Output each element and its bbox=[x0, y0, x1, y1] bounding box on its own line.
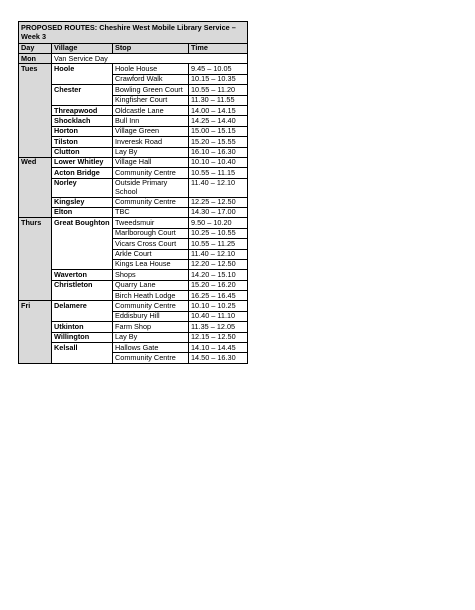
day-cell: Wed bbox=[19, 157, 52, 217]
village-cell: Chester bbox=[52, 85, 113, 106]
stop-cell: Community Centre bbox=[113, 168, 189, 178]
village-cell: Kingsley bbox=[52, 197, 113, 207]
stop-cell: Community Centre bbox=[113, 353, 189, 363]
table-row bbox=[19, 106, 248, 116]
time-cell: 15.20 – 16.20 bbox=[189, 280, 248, 290]
time-cell: 10.10 – 10.40 bbox=[189, 157, 248, 167]
header-row bbox=[19, 43, 248, 53]
stop-cell: Vicars Cross Court bbox=[113, 239, 189, 249]
stop-cell: Marlborough Court bbox=[113, 228, 189, 238]
stop-cell: Kingfisher Court bbox=[113, 95, 189, 105]
table-row bbox=[19, 322, 248, 332]
stop-cell: Bowling Green Court bbox=[113, 85, 189, 95]
time-cell: 10.40 – 11.10 bbox=[189, 311, 248, 321]
time-cell: 11.35 – 12.05 bbox=[189, 322, 248, 332]
village-cell: Horton bbox=[52, 126, 113, 136]
stop-cell: Arkle Court bbox=[113, 249, 189, 259]
table-row bbox=[19, 137, 248, 147]
stop-cell: Village Green bbox=[113, 126, 189, 136]
time-cell: 14.25 – 14.40 bbox=[189, 116, 248, 126]
time-cell: 12.25 – 12.50 bbox=[189, 197, 248, 207]
day-cell: Fri bbox=[19, 301, 52, 363]
village-cell: Clutton bbox=[52, 147, 113, 157]
header-stop: Stop bbox=[113, 43, 189, 53]
time-cell: 12.20 – 12.50 bbox=[189, 259, 248, 269]
village-cell: Waverton bbox=[52, 270, 113, 280]
time-cell: 10.15 – 10.35 bbox=[189, 74, 248, 84]
village-cell: Elton bbox=[52, 207, 113, 217]
stop-cell: Tweedsmuir bbox=[113, 218, 189, 228]
stop-cell: Community Centre bbox=[113, 301, 189, 311]
time-cell: 14.10 – 14.45 bbox=[189, 343, 248, 353]
time-cell: 11.30 – 11.55 bbox=[189, 95, 248, 105]
village-cell: Delamere bbox=[52, 301, 113, 322]
stop-cell: TBC bbox=[113, 207, 189, 217]
table-row bbox=[19, 280, 248, 290]
table-row bbox=[19, 218, 248, 228]
village-cell: Threapwood bbox=[52, 106, 113, 116]
header-time: Time bbox=[189, 43, 248, 53]
time-cell: 15.20 – 15.55 bbox=[189, 137, 248, 147]
time-cell: 14.50 – 16.30 bbox=[189, 353, 248, 363]
stop-cell: Kings Lea House bbox=[113, 259, 189, 269]
stop-cell: Lay By bbox=[113, 147, 189, 157]
table-row bbox=[19, 343, 248, 353]
stop-cell: Eddisbury Hill bbox=[113, 311, 189, 321]
routes-table-body bbox=[19, 22, 248, 364]
table-row bbox=[19, 178, 248, 197]
table-row bbox=[19, 157, 248, 167]
table-row bbox=[19, 332, 248, 342]
stop-cell: Oldcastle Lane bbox=[113, 106, 189, 116]
table-row bbox=[19, 147, 248, 157]
monday-note: Van Service Day bbox=[52, 54, 248, 64]
time-cell: 10.55 – 11.15 bbox=[189, 168, 248, 178]
village-cell: Tilston bbox=[52, 137, 113, 147]
time-cell: 11.40 – 12.10 bbox=[189, 249, 248, 259]
stop-cell: Crawford Walk bbox=[113, 74, 189, 84]
stop-cell: Shops bbox=[113, 270, 189, 280]
day-mon: Mon bbox=[19, 54, 52, 64]
table-row bbox=[19, 116, 248, 126]
stop-cell: Farm Shop bbox=[113, 322, 189, 332]
village-cell: Willington bbox=[52, 332, 113, 342]
table-title: PROPOSED ROUTES: Cheshire West Mobile Library Service – Week 3 bbox=[19, 22, 248, 44]
village-cell: Utkinton bbox=[52, 322, 113, 332]
day-cell: Tues bbox=[19, 64, 52, 158]
stop-cell: Hoole House bbox=[113, 64, 189, 74]
monday-row bbox=[19, 54, 248, 64]
village-cell: Acton Bridge bbox=[52, 168, 113, 178]
time-cell: 14.20 – 15.10 bbox=[189, 270, 248, 280]
village-cell: Lower Whitley bbox=[52, 157, 113, 167]
stop-cell: Bull Inn bbox=[113, 116, 189, 126]
village-cell: Shocklach bbox=[52, 116, 113, 126]
stop-cell: Outside Primary School bbox=[113, 178, 189, 197]
stop-cell: Village Hall bbox=[113, 157, 189, 167]
time-cell: 9.50 – 10.20 bbox=[189, 218, 248, 228]
time-cell: 10.55 – 11.25 bbox=[189, 239, 248, 249]
time-cell: 10.25 – 10.55 bbox=[189, 228, 248, 238]
time-cell: 11.40 – 12.10 bbox=[189, 178, 248, 197]
stop-cell: Birch Heath Lodge bbox=[113, 291, 189, 301]
table-row bbox=[19, 301, 248, 311]
time-cell: 14.30 – 17.00 bbox=[189, 207, 248, 217]
time-cell: 14.00 – 14.15 bbox=[189, 106, 248, 116]
village-cell: Norley bbox=[52, 178, 113, 197]
day-cell: Thurs bbox=[19, 218, 52, 301]
time-cell: 15.00 – 15.15 bbox=[189, 126, 248, 136]
stop-cell: Inveresk Road bbox=[113, 137, 189, 147]
village-cell: Hoole bbox=[52, 64, 113, 85]
routes-table bbox=[18, 21, 248, 364]
stop-cell: Community Centre bbox=[113, 197, 189, 207]
time-cell: 10.55 – 11.20 bbox=[189, 85, 248, 95]
village-cell: Great Boughton bbox=[52, 218, 113, 270]
time-cell: 9.45 – 10.05 bbox=[189, 64, 248, 74]
header-village: Village bbox=[52, 43, 113, 53]
table-row bbox=[19, 64, 248, 74]
header-day: Day bbox=[19, 43, 52, 53]
time-cell: 12.15 – 12.50 bbox=[189, 332, 248, 342]
table-row bbox=[19, 126, 248, 136]
time-cell: 10.10 – 10.25 bbox=[189, 301, 248, 311]
time-cell: 16.10 – 16.30 bbox=[189, 147, 248, 157]
stop-cell: Lay By bbox=[113, 332, 189, 342]
stop-cell: Hallows Gate bbox=[113, 343, 189, 353]
table-row bbox=[19, 270, 248, 280]
title-row bbox=[19, 22, 248, 44]
stop-cell: Quarry Lane bbox=[113, 280, 189, 290]
table-row bbox=[19, 197, 248, 207]
table-row bbox=[19, 85, 248, 95]
village-cell: Christleton bbox=[52, 280, 113, 301]
time-cell: 16.25 – 16.45 bbox=[189, 291, 248, 301]
table-row bbox=[19, 168, 248, 178]
table-row bbox=[19, 207, 248, 217]
village-cell: Kelsall bbox=[52, 343, 113, 364]
